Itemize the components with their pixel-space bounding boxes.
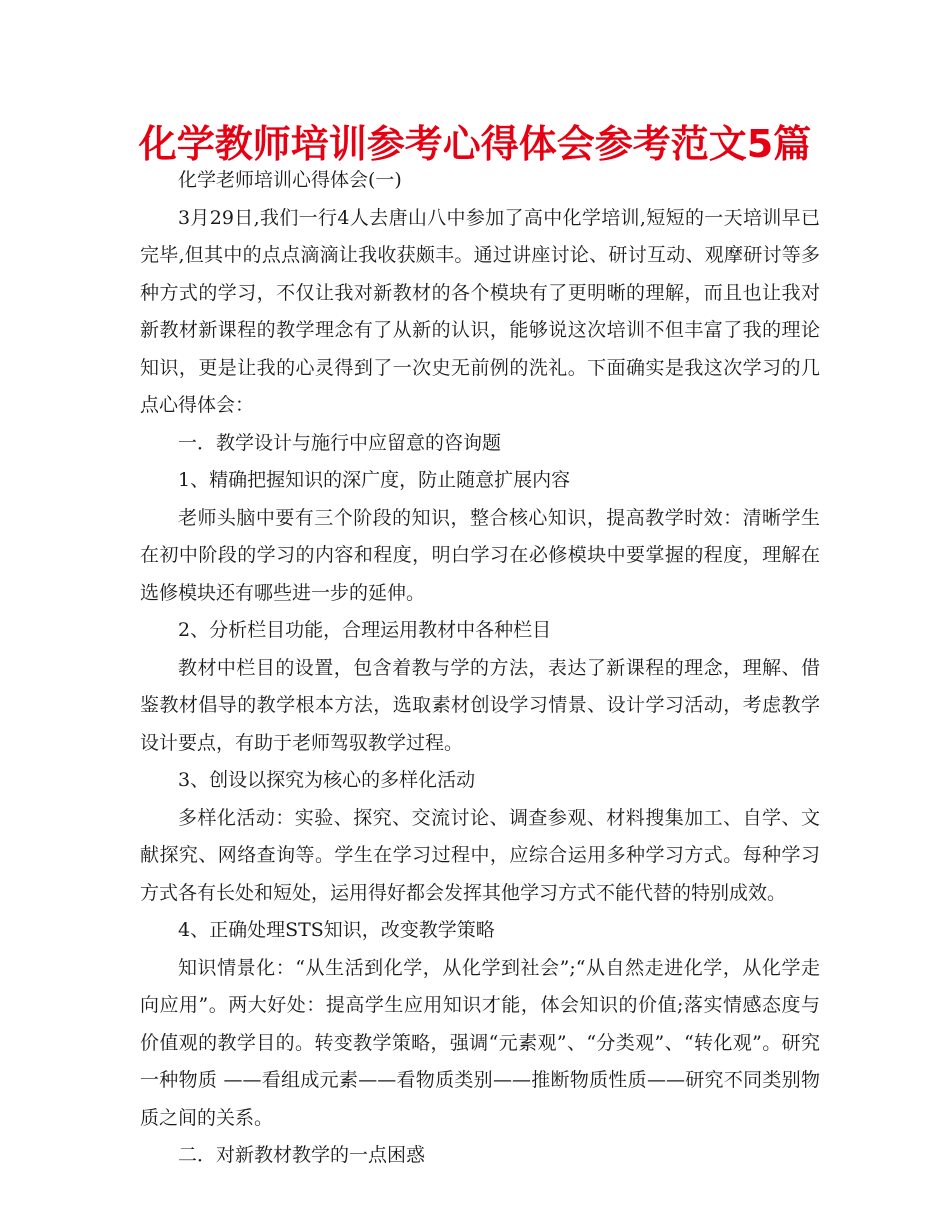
paragraph-intro: 3月29日,我们一行4人去唐山八中参加了高中化学培训,短短的一天培训早已完毕,但其中的点点滴滴让我收获颇丰。通过讲座讨论、研讨互动、观摩研讨等多种方式的学习，不仅让我对新教材的各个模块有了更明晰的理解，而且也让我对新教材新课程的教学理念有了从新的认识，能够说这次培训不但丰富了我的理论知识，更是让我的心灵得到了一次史无前例的洗礼。下面确实是我这次学习的几点心得体会： (140, 206, 820, 416)
subheading-2: 2、分析栏目功能，合理运用教材中各种栏目 (178, 619, 552, 641)
section-heading-2: 二．对新教材教学的一点困惑 (178, 1144, 426, 1166)
subheading-3: 3、创设以探究为核心的多样化活动 (178, 769, 476, 791)
subheading-1: 1、精确把握知识的深广度，防止随意扩展内容 (178, 469, 571, 491)
paragraph-4: 知识情景化：“从生活到化学，从化学到社会”;“从自然走进化学，从化学走向应用”。两大好处：提高学生应用知识才能，体会知识的价值;落实情感态度与价值观的教学目的。转变教学策略，强调“元素观”、“分类观”、“转化观”。研究一种物质 ——看组成元素——看物质类别——推断物质性质——研究不同类别物质之间的关系。 (140, 956, 820, 1129)
section-heading-1: 一．教学设计与施行中应留意的咨询题 (178, 431, 502, 454)
subheading-4: 4、正确处理STS知识，改变教学策略 (178, 919, 495, 941)
document-body (140, 162, 820, 1175)
paragraph-3: 多样化活动：实验、探究、交流讨论、调查参观、材料搜集加工、自学、文献探究、网络查询等。学生在学习过程中，应综合运用多种学习方式。每种学习方式各有长处和短处，运用得好都会发挥其他学习方式不能代替的特别成效。 (140, 806, 820, 904)
paragraph-subtitle: 化学老师培训心得体会(一) (178, 169, 402, 191)
paragraph-2: 教材中栏目的设置，包含着教与学的方法，表达了新课程的理念，理解、借鉴教材倡导的教学根本方法，选取素材创设学习情景、设计学习活动，考虑教学设计要点，有助于老师驾驭教学过程。 (140, 656, 820, 754)
document-title: 化学教师培训参考心得体会参考范文5篇 (138, 122, 812, 166)
paragraph-1: 老师头脑中要有三个阶段的知识，整合核心知识，提高教学时效：清晰学生在初中阶段的学习的内容和程度，明白学习在必修模块中要掌握的程度，理解在选修模块还有哪些进一步的延伸。 (140, 506, 820, 604)
